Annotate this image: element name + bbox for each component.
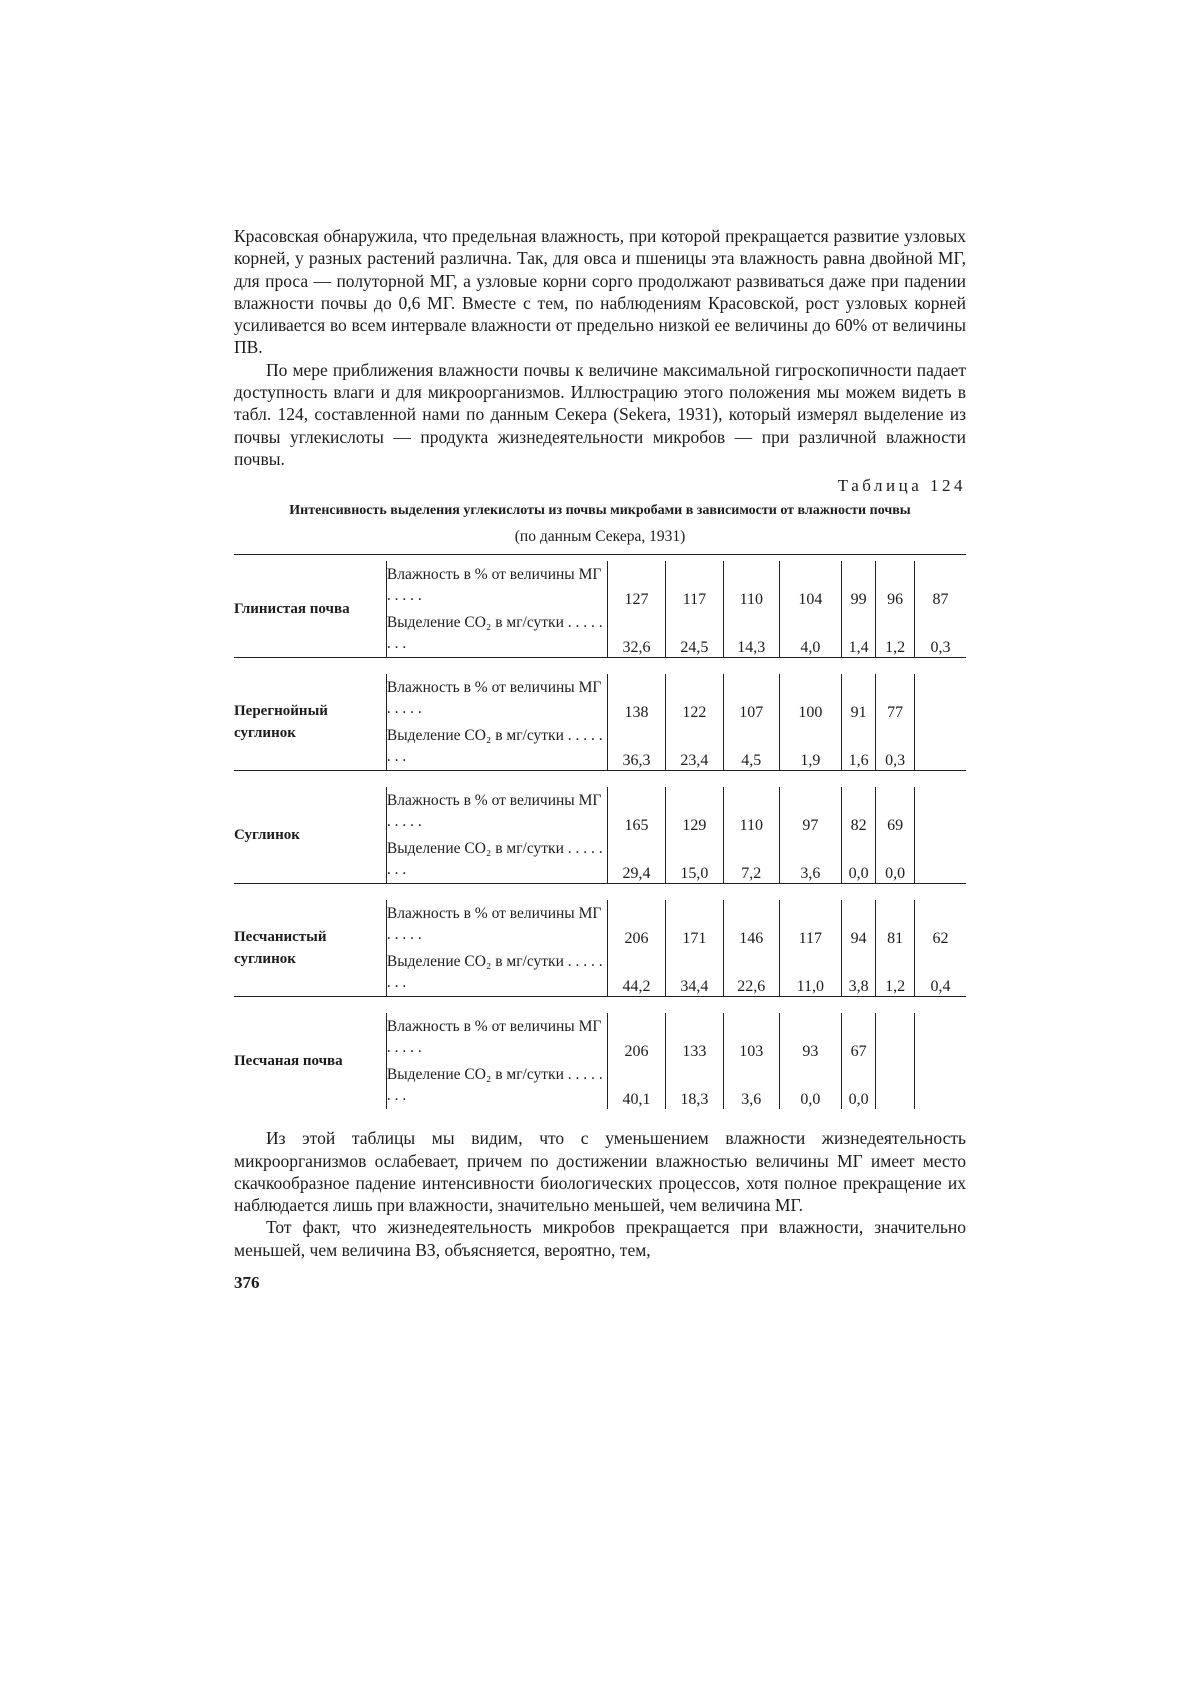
co2-param-label: Выделение CO₂ в мг/сутки . . . . . . . .: [386, 953, 603, 992]
co2-value-cell: 34,4: [665, 948, 723, 997]
co2-value-cell: [914, 835, 966, 884]
co2-value-cell: 3,6: [779, 835, 841, 884]
soil-type-label: Суглинок: [234, 787, 386, 884]
moisture-value-cell: [876, 1013, 915, 1061]
moisture-value-cell: 62: [914, 900, 966, 948]
group-separator: [234, 771, 966, 788]
group-separator: [234, 884, 966, 901]
co2-value-cell: 32,6: [608, 609, 666, 658]
co2-value-cell: 4,5: [723, 722, 779, 771]
moisture-value-cell: 69: [876, 787, 915, 835]
co2-value-cell: 1,4: [841, 609, 875, 658]
moisture-value-cell: 104: [779, 561, 841, 609]
co2-value-cell: 40,1: [608, 1061, 666, 1109]
co2-value-cell: 1,2: [876, 609, 915, 658]
moisture-value-cell: 93: [779, 1013, 841, 1061]
moisture-value-cell: 91: [841, 674, 875, 722]
co2-value-cell: 29,4: [608, 835, 666, 884]
moisture-value-cell: 81: [876, 900, 915, 948]
co2-value-cell: [876, 1061, 915, 1109]
moisture-value-cell: 138: [608, 674, 666, 722]
table-row: [234, 787, 966, 835]
co2-value-cell: 36,3: [608, 722, 666, 771]
moisture-value-cell: 171: [665, 900, 723, 948]
moisture-value-cell: 117: [665, 561, 723, 609]
co2-value-cell: 23,4: [665, 722, 723, 771]
co2-value-cell: 11,0: [779, 948, 841, 997]
table-body: [234, 561, 966, 1109]
paragraph-2: По мере приближения влажности почвы к величине максимальной гигроскопичности падает доступность влаги и для микроорганизмов. Иллюстрацию этого положения мы можем видеть в табл. 124, составленной нами по данным Секера (Sekera, 1931), который измерял выделение из почвы углекислоты — продукта жизнедеятельности микробов — при различной влажности почвы.: [234, 359, 966, 469]
moisture-value-cell: 206: [608, 1013, 666, 1061]
co2-param-label: Выделение CO₂ в мг/сутки . . . . . . . .: [386, 614, 603, 653]
moisture-param-label: Влажность в % от величины МГ . . . . .: [386, 792, 602, 831]
table-row: [234, 1013, 966, 1061]
co2-value-cell: [914, 1061, 966, 1109]
paragraph-4: Тот факт, что жизнедеятельность микробов прекращается при влажности, значительно меньшей, чем величина ВЗ, объясняется, вероятно, тем,: [234, 1217, 966, 1260]
moisture-param-label: Влажность в % от величины МГ . . . . .: [386, 566, 602, 605]
moisture-value-cell: 122: [665, 674, 723, 722]
moisture-value-cell: 129: [665, 787, 723, 835]
table-title: Интенсивность выделения углекислоты из почвы микробами в зависимости от влажности почвы: [289, 503, 911, 519]
paragraph-3: Из этой таблицы мы видим, что с уменьшением влажности жизнедеятельность микроорганизмов ослабевает, причем по достижении влажностью величины МГ имеет место скачкообразное падение интенсивности биологических процессов, хотя полное прекращение их наблюдается лишь при влажности, значительно меньшей, чем величина МГ.: [234, 1128, 966, 1216]
moisture-value-cell: 67: [841, 1013, 875, 1061]
co2-param-label: Выделение CO₂ в мг/сутки . . . . . . . .: [386, 840, 603, 879]
moisture-value-cell: 110: [723, 787, 779, 835]
co2-value-cell: 14,3: [723, 609, 779, 658]
soil-type-label: Перегнойный суглинок: [234, 674, 386, 771]
moisture-value-cell: [914, 1013, 966, 1061]
co2-value-cell: 3,8: [841, 948, 875, 997]
group-separator: [234, 997, 966, 1014]
co2-value-cell: 3,6: [723, 1061, 779, 1109]
moisture-value-cell: 87: [914, 561, 966, 609]
co2-value-cell: 1,6: [841, 722, 875, 771]
moisture-value-cell: 107: [723, 674, 779, 722]
moisture-value-cell: [914, 787, 966, 835]
moisture-value-cell: 165: [608, 787, 666, 835]
moisture-value-cell: 103: [723, 1013, 779, 1061]
moisture-param-label: Влажность в % от величины МГ . . . . .: [386, 679, 602, 718]
page-content: [234, 225, 966, 1293]
co2-value-cell: 4,0: [779, 609, 841, 658]
soil-type-label: Глинистая почва: [234, 561, 386, 658]
co2-value-cell: 18,3: [665, 1061, 723, 1109]
co2-value-cell: 44,2: [608, 948, 666, 997]
moisture-value-cell: 94: [841, 900, 875, 948]
moisture-value-cell: [914, 674, 966, 722]
co2-value-cell: 0,3: [876, 722, 915, 771]
data-table: [234, 554, 966, 1109]
moisture-value-cell: 97: [779, 787, 841, 835]
table-row: [234, 900, 966, 948]
co2-value-cell: 24,5: [665, 609, 723, 658]
co2-value-cell: 1,9: [779, 722, 841, 771]
moisture-value-cell: 82: [841, 787, 875, 835]
group-separator: [234, 658, 966, 675]
co2-value-cell: 0,3: [914, 609, 966, 658]
moisture-value-cell: 96: [876, 561, 915, 609]
co2-value-cell: 15,0: [665, 835, 723, 884]
co2-value-cell: 1,2: [876, 948, 915, 997]
co2-param-label: Выделение CO₂ в мг/сутки . . . . . . . .: [386, 1066, 603, 1105]
moisture-value-cell: 100: [779, 674, 841, 722]
co2-value-cell: 7,2: [723, 835, 779, 884]
moisture-value-cell: 206: [608, 900, 666, 948]
moisture-value-cell: 110: [723, 561, 779, 609]
moisture-value-cell: 127: [608, 561, 666, 609]
moisture-value-cell: 77: [876, 674, 915, 722]
co2-value-cell: 22,6: [723, 948, 779, 997]
moisture-value-cell: 99: [841, 561, 875, 609]
co2-value-cell: [914, 722, 966, 771]
co2-value-cell: 0,0: [876, 835, 915, 884]
page-number: 376: [234, 1273, 260, 1293]
soil-type-label: Песчанистый суглинок: [234, 900, 386, 997]
paragraph-1: Красовская обнаружила, что предельная влажность, при которой прекращается развитие узловых корней, у разных растений различна. Так, для овса и пшеницы эта влажность равна двойной МГ, для проса — полуторной МГ, а узловые корни сорго продолжают развиваться даже при падении влажности почвы до 0,6 МГ. Вместе с тем, по наблюдениям Красовской, рост узловых корней усиливается во всем интервале влажности от предельно низкой ее величины до 60% от величины ПВ.: [234, 226, 966, 358]
table-row: [234, 561, 966, 609]
moisture-value-cell: 117: [779, 900, 841, 948]
table-number: Таблица 124: [837, 476, 966, 496]
moisture-value-cell: 146: [723, 900, 779, 948]
moisture-value-cell: 133: [665, 1013, 723, 1061]
co2-value-cell: 0,0: [779, 1061, 841, 1109]
co2-param-label: Выделение CO₂ в мг/сутки . . . . . . . .: [386, 727, 603, 766]
co2-value-cell: 0,0: [841, 1061, 875, 1109]
moisture-param-label: Влажность в % от величины МГ . . . . .: [386, 905, 602, 944]
moisture-param-label: Влажность в % от величины МГ . . . . .: [386, 1018, 602, 1057]
table-source: (по данным Секера, 1931): [514, 528, 686, 546]
co2-value-cell: 0,4: [914, 948, 966, 997]
soil-type-label: Песчаная почва: [234, 1013, 386, 1109]
co2-value-cell: 0,0: [841, 835, 875, 884]
table-row: [234, 674, 966, 722]
